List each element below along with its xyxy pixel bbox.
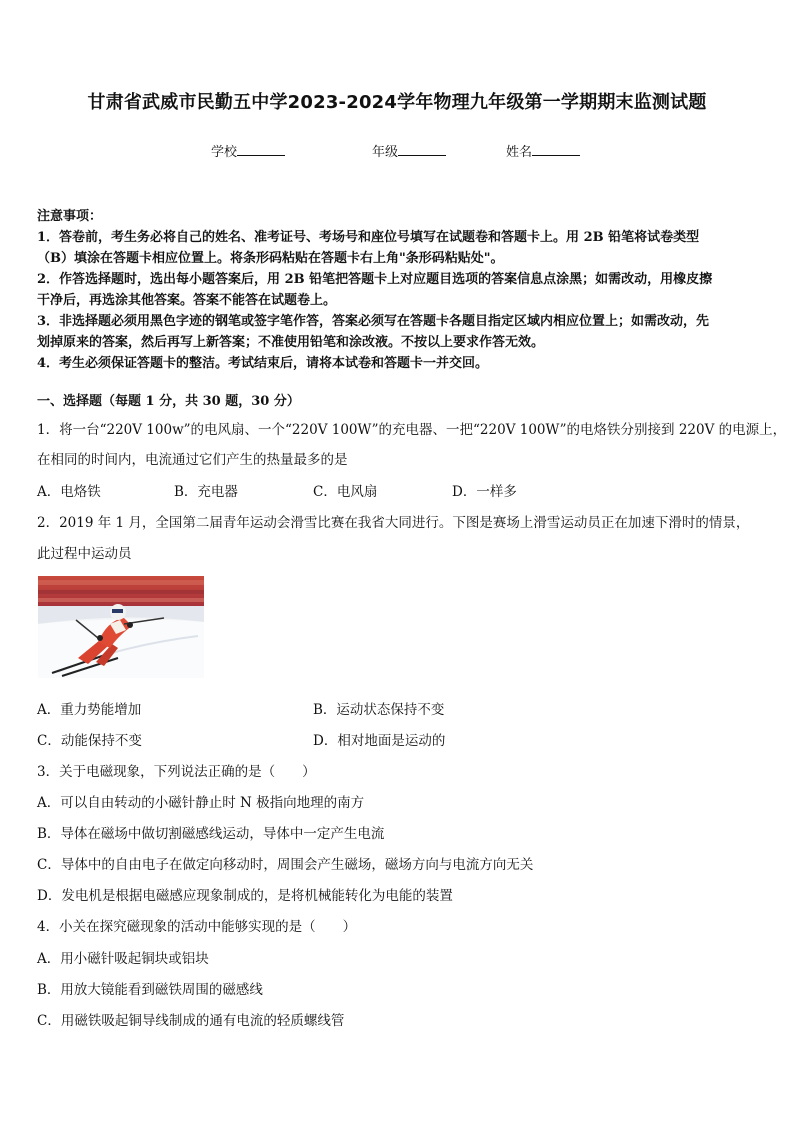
note-line: 干净后，再选涂其他答案。答案不能答在试题卷上。 — [37, 293, 337, 308]
name-blank — [532, 143, 580, 156]
q1-option-c: C．电风扇 — [313, 484, 378, 500]
q1-option-a: A．电烙铁 — [37, 484, 101, 500]
q4-option-a: A．用小磁针吸起铜块或铝块 — [37, 951, 209, 967]
q3-option-a: A．可以自由转动的小磁针静止时 N 极指向地理的南方 — [37, 795, 365, 811]
q3-stem: 3．关于电磁现象，下列说法正确的是（ ） — [37, 764, 316, 780]
q2-stem-line1: 2．2019 年 1 月，全国第二届青年运动会滑雪比赛在我省大同进行。下图是赛场上滑雪运动员正在加速下滑时的情景， — [37, 515, 750, 531]
q4-option-c: C．用磁铁吸起铜导线制成的通有电流的轻质螺线管 — [37, 1013, 345, 1029]
q3-option-b: B．导体在磁场中做切割磁感线运动，导体中一定产生电流 — [37, 826, 385, 842]
note-line: （B）填涂在答题卡相应位置上。将条形码粘贴在答题卡右上角"条形码粘贴处"。 — [37, 251, 504, 266]
name-field — [506, 141, 580, 160]
q1-stem-line2: 在相同的时间内，电流通过它们产生的热量最多的是 — [37, 452, 348, 468]
grade-blank — [398, 143, 446, 156]
q2-option-d: D．相对地面是运动的 — [313, 733, 446, 749]
note-line: 1．答卷前，考生务必将自己的姓名、准考证号、考场号和座位号填写在试题卷和答题卡上。用 2B 铅笔将试卷类型 — [37, 230, 700, 245]
q2-option-a: A．重力势能增加 — [37, 702, 142, 718]
q4-stem: 4．小关在探究磁现象的活动中能够实现的是（ ） — [37, 919, 357, 935]
grade-field — [372, 141, 446, 160]
school-field — [211, 141, 285, 160]
exam-title: 甘肃省武威市民勤五中学2023-2024学年物理九年级第一学期期末监测试题 — [87, 92, 707, 113]
q2-stem-line2: 此过程中运动员 — [37, 546, 132, 562]
q4-option-b: B．用放大镜能看到磁铁周围的磁感线 — [37, 982, 263, 998]
grade-label: 年级 — [372, 145, 399, 160]
notes-heading: 注意事项： — [37, 209, 103, 224]
q3-option-d: D．发电机是根据电磁感应现象制成的，是将机械能转化为电能的装置 — [37, 888, 453, 904]
school-label: 学校 — [211, 145, 238, 160]
name-label: 姓名 — [506, 145, 533, 160]
q1-option-d: D．一样多 — [452, 484, 517, 500]
skier-photo — [38, 576, 204, 678]
q2-option-b: B．运动状态保持不变 — [313, 702, 445, 718]
q2-option-c: C．动能保持不变 — [37, 733, 142, 749]
section-heading: 一、选择题（每题 1 分，共 30 题，30 分） — [37, 394, 300, 409]
q1-stem-line1: 1．将一台“220V 100w”的电风扇、一个“220V 100W”的充电器、一把“220V 100W”的电烙铁分别接到 220V 的电源上， — [37, 422, 787, 438]
note-line: 4．考生必须保证答题卡的整洁。考试结束后，请将本试卷和答题卡一并交回。 — [37, 356, 489, 371]
note-line: 2．作答选择题时，选出每小题答案后，用 2B 铅笔把答题卡上对应题目选项的答案信息点涂黑；如需改动，用橡皮擦 — [37, 272, 713, 287]
q3-option-c: C．导体中的自由电子在做定向移动时，周围会产生磁场，磁场方向与电流方向无关 — [37, 857, 534, 873]
note-line: 划掉原来的答案，然后再写上新答案；不准使用铅笔和涂改液。不按以上要求作答无效。 — [37, 335, 545, 350]
q1-option-b: B．充电器 — [174, 484, 238, 500]
school-blank — [237, 143, 285, 156]
note-line: 3．非选择题必须用黑色字迹的钢笔或签字笔作答，答案必须写在答题卡各题目指定区域内相应位置上；如需改动，先 — [37, 314, 710, 329]
